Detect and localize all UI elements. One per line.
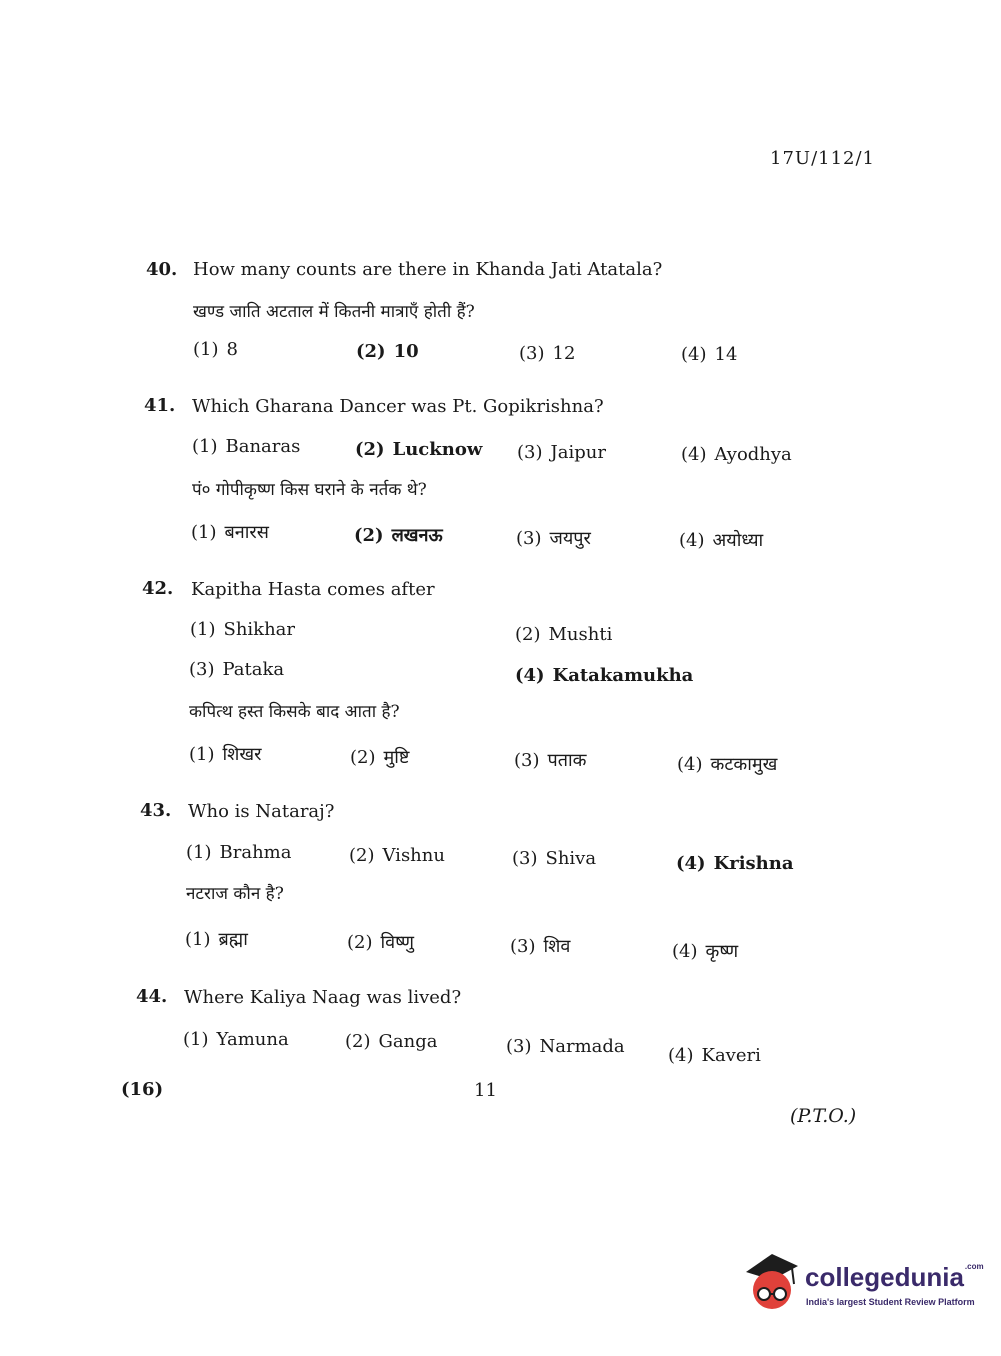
option: (4) Katakamukha [515,665,694,686]
option: (2) Mushti [515,624,613,645]
option: (3) Jaipur [517,442,606,463]
logo-brand-text: collegedunia$^{.com}$ [805,1262,984,1292]
option: (1) बनारस [191,522,269,543]
option: (3) Shiva [512,848,597,869]
question-text-en: Where Kaliya Naag was lived? [184,987,462,1008]
option: (4) अयोध्या [679,530,764,551]
question-text-hi: कपित्थ हस्त किसके बाद आता है? [189,702,400,722]
paper-code: 17U/112/1 [770,148,876,169]
option: (4) Krishna [676,853,794,874]
option: (3) पताक [514,750,587,771]
option: (1) Shikhar [190,619,296,640]
option: (2) विष्णु [347,932,414,953]
question-number: 40. [146,259,178,280]
pto-label: (P.T.O.) [790,1105,857,1127]
option: (2) लखनऊ [354,525,443,546]
question-number: 42. [142,578,174,599]
question-text-en: How many counts are there in Khanda Jati Atatala? [193,259,663,280]
option: (4) Ayodhya [681,444,792,465]
option: (4) कटकामुख [677,754,778,775]
question-text-hi: खण्ड जाति अटताल में कितनी मात्राएँ होती हैं? [193,302,475,322]
option: (2) Vishnu [349,845,445,866]
question-number: 44. [136,986,168,1007]
option: (4) 14 [681,344,738,365]
page-number: 11 [474,1080,497,1101]
footer-set-number: (16) [121,1079,164,1100]
option: (2) 10 [356,341,419,362]
option: (4) कृष्ण [672,941,739,962]
option: (4) Kaveri [668,1045,761,1066]
option: (3) Narmada [506,1036,625,1057]
option: (3) जयपुर [516,528,591,549]
question-text-en: Kapitha Hasta comes after [191,579,435,600]
question-text-hi: नटराज कौन है? [186,884,284,904]
option: (1) Yamuna [183,1029,289,1050]
option: (1) Banaras [192,436,301,457]
option: (1) ब्रह्मा [185,929,248,950]
question-text-en: Which Gharana Dancer was Pt. Gopikrishna? [192,396,604,417]
option: (1) Brahma [186,842,292,863]
question-number: 43. [140,800,172,821]
option: (2) Lucknow [355,439,483,460]
question-text-hi: पं० गोपीकृष्ण किस घराने के नर्तक थे? [192,480,427,500]
logo-tagline: India's largest Student Review Platform [806,1297,975,1307]
option: (1) 8 [193,339,238,360]
option: (3) Pataka [189,659,285,680]
question-number: 41. [144,395,176,416]
question-text-en: Who is Nataraj? [188,801,335,822]
option: (3) 12 [519,343,576,364]
option: (3) शिव [510,936,571,957]
option: (2) Ganga [345,1031,438,1052]
option: (1) शिखर [189,744,262,765]
option: (2) मुष्टि [350,747,410,768]
